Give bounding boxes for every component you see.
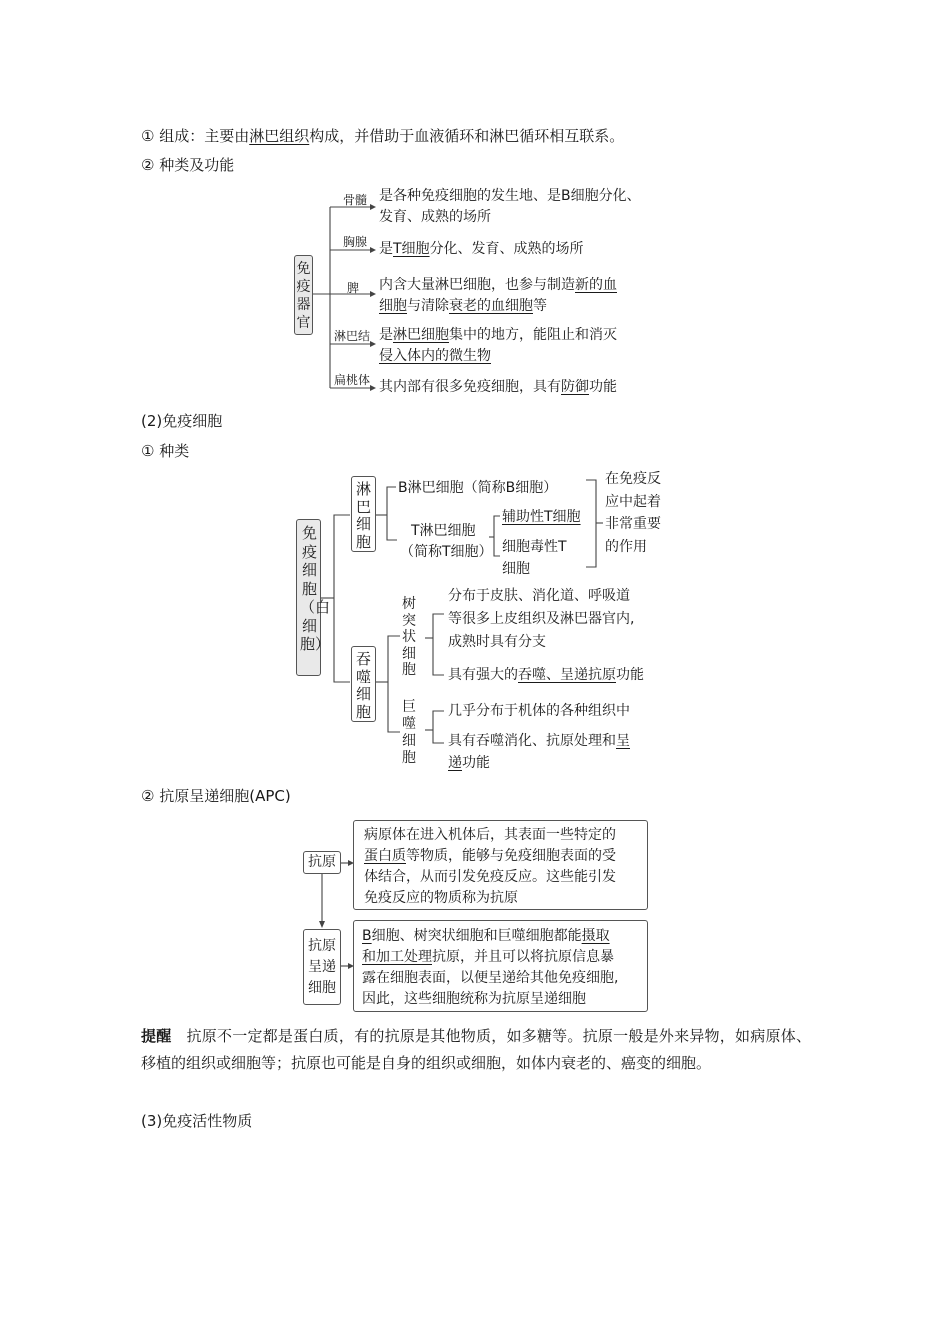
organ-lymph-node: 淋巴结 bbox=[334, 329, 371, 343]
apc-desc-4: 因此，这些细胞统称为抗原呈递细胞 bbox=[362, 991, 586, 1007]
cytotoxic-t-cell-1: 细胞毒性T bbox=[502, 539, 567, 555]
lymph-node-desc-1: 是淋巴细胞集中的地方，能阻止和消灭 bbox=[379, 327, 617, 343]
spleen-desc-2: 细胞与清除衰老的血细胞等 bbox=[379, 298, 547, 314]
apc-desc-1: B细胞、树突状细胞和巨噬细胞都能摄取 bbox=[362, 928, 610, 944]
apc-desc-3: 露在细胞表面，以便呈递给其他免疫细胞, bbox=[362, 970, 619, 986]
cells-root-box: 免疫细胞（白细胞） bbox=[296, 519, 321, 676]
organ-tonsil: 扁桃体 bbox=[334, 373, 371, 387]
tonsil-desc: 其内部有很多免疫细胞，具有防御功能 bbox=[379, 379, 617, 395]
apc-desc-2: 和加工处理抗原，并且可以将抗原信息暴 bbox=[362, 949, 614, 965]
dendritic-desc-3: 成熟时具有分支 bbox=[448, 634, 546, 650]
antigen-desc-3: 体结合，从而引发免疫反应。这些能引发 bbox=[364, 869, 616, 885]
lymphocyte-box: 淋巴细胞 bbox=[351, 476, 376, 552]
composition-line: ① 组成：主要由淋巴组织构成，并借助于血液循环和淋巴循环相互联系。 bbox=[141, 127, 625, 145]
t-cell-label-2: （简称T细胞） bbox=[400, 544, 493, 560]
organ-bone-marrow: 骨髓 bbox=[343, 193, 368, 207]
macrophage-desc-1: 几乎分布于机体的各种组织中 bbox=[448, 703, 630, 719]
spleen-desc-1: 内含大量淋巴细胞，也参与制造新的血 bbox=[379, 277, 617, 293]
tip-text: 抗原不一定都是蛋白质，有的抗原是其他物质，如多糖等。抗原一般是外来异物，如病原体、移植的组织或细胞等；抗原也可能是自身的组织或细胞，如体内衰老的、癌变的细胞。 bbox=[141, 1027, 811, 1072]
dendritic-desc-1: 分布于皮肤、消化道、呼吸道 bbox=[448, 588, 630, 604]
apc-heading: ② 抗原呈递细胞(APC) bbox=[141, 787, 291, 805]
kinds-heading: ① 种类 bbox=[141, 442, 190, 460]
cells-role: 在免疫反应中起着非常重要的作用 bbox=[605, 471, 661, 555]
helper-t-cell: 辅助性T细胞 bbox=[502, 509, 581, 525]
apc-label-box: 抗原呈递细胞 bbox=[303, 929, 341, 1005]
phagocyte-box: 吞噬细胞 bbox=[351, 646, 376, 722]
apc-desc-box bbox=[353, 920, 648, 1012]
tip-label: 提醒 bbox=[141, 1027, 172, 1045]
antigen-desc-4: 免疫反应的物质称为抗原 bbox=[364, 890, 518, 906]
b-cell-label: B淋巴细胞（简称B细胞） bbox=[398, 480, 558, 496]
macrophage-label: 巨噬细胞 bbox=[402, 699, 416, 766]
types-functions-heading: ② 种类及功能 bbox=[141, 156, 235, 174]
antigen-label: 抗原 bbox=[308, 854, 336, 870]
thymus-desc: 是T细胞分化、发育、成熟的场所 bbox=[379, 241, 584, 257]
antigen-desc-1: 病原体在进入机体后，其表面一些特定的 bbox=[364, 827, 616, 843]
dendritic-desc-4: 具有强大的吞噬、呈递抗原功能 bbox=[448, 667, 644, 683]
cytotoxic-t-cell-2: 细胞 bbox=[502, 561, 530, 577]
section-active-substances: (3)免疫活性物质 bbox=[141, 1112, 253, 1130]
dendritic-desc-2: 等很多上皮组织及淋巴器官内, bbox=[448, 611, 635, 627]
organ-thymus: 胸腺 bbox=[343, 235, 368, 249]
antigen-desc-2: 蛋白质等物质，能够与免疫细胞表面的受 bbox=[364, 848, 616, 864]
macrophage-desc-2: 具有吞噬消化、抗原处理和呈 bbox=[448, 733, 630, 749]
lymph-node-desc-2: 侵入体内的微生物 bbox=[379, 348, 491, 364]
macrophage-desc-3: 递功能 bbox=[448, 755, 490, 771]
organs-root-box: 免疫器官 bbox=[294, 255, 313, 335]
t-cell-label-1: T淋巴细胞 bbox=[411, 523, 476, 539]
section-immune-cells: (2)免疫细胞 bbox=[141, 412, 223, 430]
organ-spleen: 脾 bbox=[347, 281, 360, 295]
tip-paragraph bbox=[141, 1023, 811, 1077]
antigen-label-box bbox=[303, 851, 341, 874]
antigen-desc-box bbox=[353, 820, 648, 910]
dendritic-cell-label: 树突状细胞 bbox=[402, 596, 416, 678]
bone-marrow-desc-2: 发育、成熟的场所 bbox=[379, 209, 491, 225]
bone-marrow-desc-1: 是各种免疫细胞的发生地、是B细胞分化、 bbox=[379, 188, 641, 204]
